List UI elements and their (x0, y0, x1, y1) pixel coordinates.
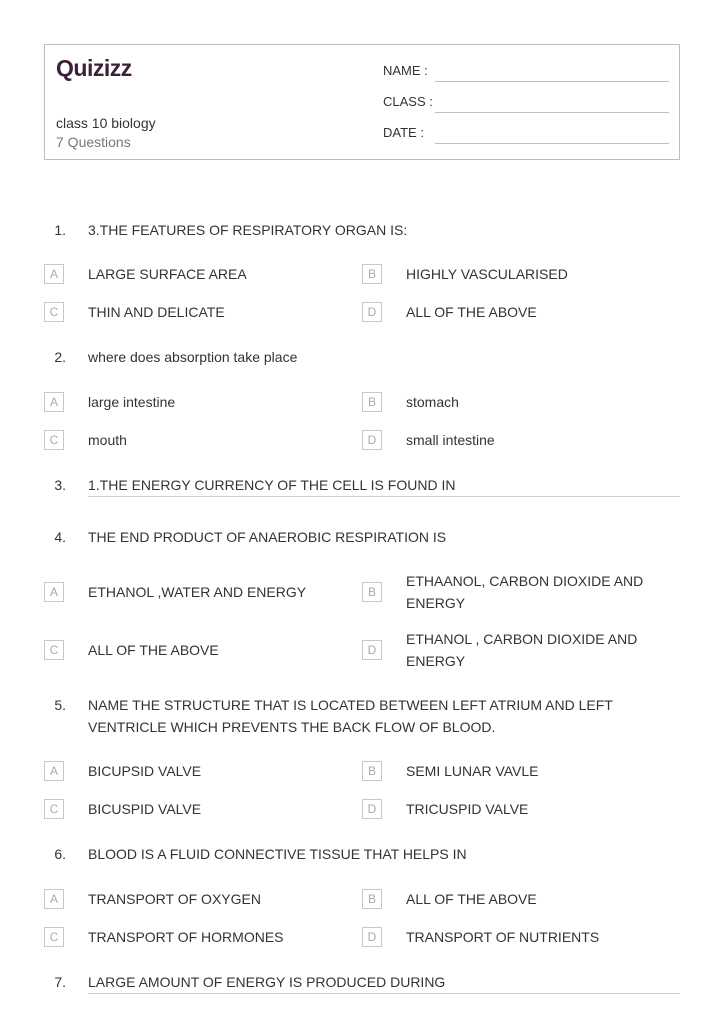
class-label: CLASS : (383, 94, 433, 109)
option-letter-b[interactable]: B (362, 392, 382, 412)
option-letter-a[interactable]: A (44, 392, 64, 412)
option-text: large intestine (88, 394, 176, 410)
option-letter-a[interactable]: A (44, 264, 64, 284)
option-text: ALL OF THE ABOVE (406, 304, 537, 320)
option-letter-d[interactable]: D (362, 430, 382, 450)
option-letter-c[interactable]: C (44, 430, 64, 450)
option-letter-d[interactable]: D (362, 302, 382, 322)
question-number: 3. (54, 477, 66, 493)
option-letter-d[interactable]: D (362, 640, 382, 660)
option-letter-c[interactable]: C (44, 799, 64, 819)
option-text: TRANSPORT OF HORMONES (88, 929, 284, 945)
date-label: DATE : (383, 125, 424, 140)
option-letter-d[interactable]: D (362, 927, 382, 947)
question-text: THE END PRODUCT OF ANAEROBIC RESPIRATION IS (88, 529, 447, 545)
option-text: ETHANOL ,WATER AND ENERGY (88, 584, 307, 600)
option-text: BICUSPID VALVE (88, 801, 202, 817)
name-label: NAME : (383, 63, 428, 78)
question-text: 3.THE FEATURES OF RESPIRATORY ORGAN IS: (88, 222, 408, 238)
option-text: stomach (406, 394, 459, 410)
option-text: TRANSPORT OF NUTRIENTS (406, 929, 600, 945)
option-text: ETHAANOL, CARBON DIOXIDE AND ENERGY (406, 573, 644, 611)
question-number: 2. (54, 349, 66, 365)
answer-line[interactable] (88, 993, 680, 994)
question-count: 7 Questions (56, 134, 131, 150)
question-text: NAME THE STRUCTURE THAT IS LOCATED BETWEEN LEFT ATRIUM AND LEFT VENTRICLE WHICH PREVENTS THE BACK FLOW OF BLOOD. (88, 697, 613, 735)
option-letter-b[interactable]: B (362, 582, 382, 602)
quizizz-logo: Quizizz (56, 55, 132, 81)
option-text: SEMI LUNAR VAVLE (406, 763, 539, 779)
option-letter-c[interactable]: C (44, 927, 64, 947)
answer-line[interactable] (88, 496, 680, 497)
option-text: ETHANOL , CARBON DIOXIDE AND ENERGY (406, 631, 638, 669)
class-title: class 10 biology (56, 115, 156, 131)
question-number: 6. (54, 846, 66, 862)
question-text: 1.THE ENERGY CURRENCY OF THE CELL IS FOUND IN (88, 477, 456, 493)
option-letter-a[interactable]: A (44, 761, 64, 781)
question-number: 7. (54, 974, 66, 990)
option-text: small intestine (406, 432, 495, 448)
option-text: THIN AND DELICATE (88, 304, 225, 320)
question-text: BLOOD IS A FLUID CONNECTIVE TISSUE THAT HELPS IN (88, 846, 467, 862)
option-text: ALL OF THE ABOVE (88, 642, 219, 658)
option-letter-b[interactable]: B (362, 889, 382, 909)
question-number: 5. (54, 697, 66, 713)
option-letter-a[interactable]: A (44, 889, 64, 909)
option-letter-c[interactable]: C (44, 302, 64, 322)
worksheet-header (44, 44, 680, 160)
option-letter-b[interactable]: B (362, 761, 382, 781)
question-text: where does absorption take place (88, 349, 298, 365)
question-number: 1. (54, 222, 66, 238)
question-number: 4. (54, 529, 66, 545)
option-text: LARGE SURFACE AREA (88, 266, 247, 282)
option-text: TRICUSPID VALVE (406, 801, 529, 817)
option-text: ALL OF THE ABOVE (406, 891, 537, 907)
option-text: HIGHLY VASCULARISED (406, 266, 568, 282)
class-field-line[interactable] (435, 112, 669, 113)
question-text: LARGE AMOUNT OF ENERGY IS PRODUCED DURING (88, 974, 446, 990)
option-letter-b[interactable]: B (362, 264, 382, 284)
option-text: TRANSPORT OF OXYGEN (88, 891, 261, 907)
option-text: mouth (88, 432, 127, 448)
name-field-line[interactable] (435, 81, 669, 82)
option-letter-d[interactable]: D (362, 799, 382, 819)
option-letter-c[interactable]: C (44, 640, 64, 660)
option-letter-a[interactable]: A (44, 582, 64, 602)
date-field-line[interactable] (435, 143, 669, 144)
option-text: BICUPSID VALVE (88, 763, 202, 779)
